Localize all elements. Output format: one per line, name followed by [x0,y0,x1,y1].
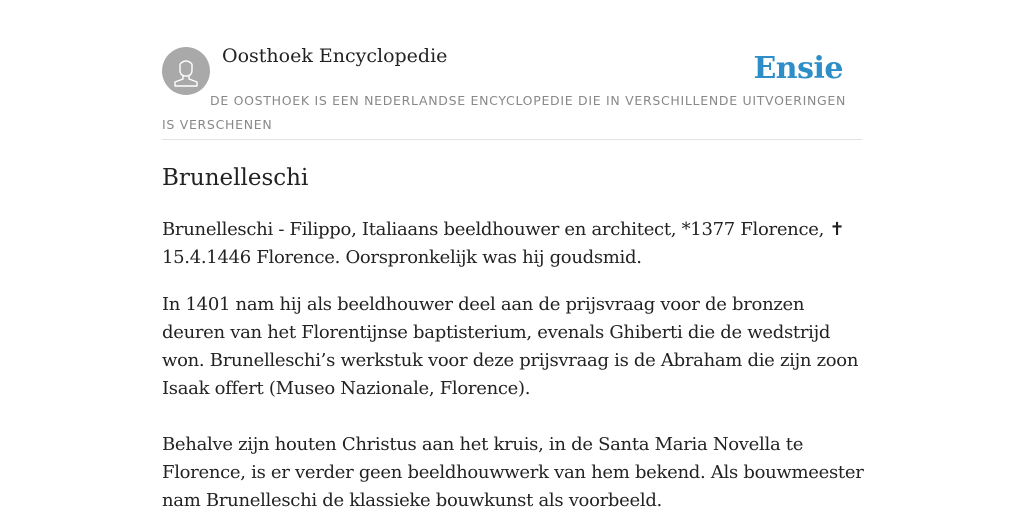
source-header [162,0,862,140]
source-avatar[interactable] [162,47,210,95]
article-paragraph-2: In 1401 nam hij als beeldhouwer deel aan de prijsvraag voor de bronzen deuren van het Florentijnse baptisterium, evenals Ghiberti die de wedstrijd won. Brunelleschi’s werkstuk voor deze prijsvraag is de Abraham die zijn zoon Isaak offert (Museo Nazionale, Florence). [162,294,859,399]
article-paragraph-1: Brunelleschi - Filippo, Italiaans beeldhouwer en architect, *1377 Florence, ✝ 15.4.1446 Florence. Oorspronkelijk was hij goudsmid. [162,219,845,268]
article-title: Brunelleschi [162,165,309,191]
source-name[interactable]: Oosthoek Encyclopedie [222,45,448,67]
user-icon [162,47,210,95]
ensie-logo[interactable]: Ensie [753,51,843,86]
content-container [162,0,864,511]
source-description: DE OOSTHOEK IS EEN NEDERLANDSE ENCYCLOPEDIE DIE IN VERSCHILLENDE UITVOERINGEN IS VERSCHENEN [162,93,847,132]
article-paragraph-3: Behalve zijn houten Christus aan het kruis, in de Santa Maria Novella te Florence, is er verder geen beeldhouwwerk van hem bekend. Als bouwmeester nam Brunelleschi de klassieke bouwkunst als voorbeeld. [162,434,864,511]
